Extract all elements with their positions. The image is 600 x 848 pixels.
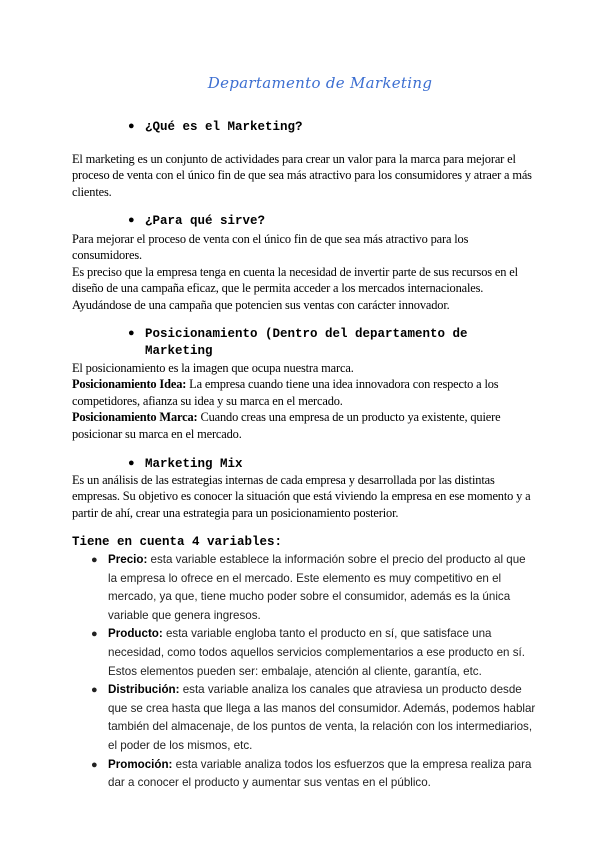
bullet-icon: ● bbox=[128, 328, 135, 340]
document-title: Departamento de Marketing bbox=[207, 74, 433, 92]
section-heading-purpose: ● ¿Para qué sirve? bbox=[128, 214, 266, 228]
section-body-what-is: El marketing es un conjunto de actividades para crear un valor para la marca para mejorar el proceso de venta con el único fin de que sea más atractivo para los consumidores y atraer a más clientes. bbox=[72, 152, 532, 199]
variable-item-distribution: ● Distribución: esta variable analiza los canales que atraviesa un producto desde que se crea hasta que llega a las manos del consumidor. Además, podemos hablar también del almacenaje, de los puntos de venta, la relación con los intermediarios, el poder de los mismos, etc. bbox=[91, 683, 536, 752]
section-body-positioning: El posicionamiento es la imagen que ocupa nuestra marca. Posicionamiento Idea: La empresa cuando tiene una idea innovadora con respecto a los competidores, afianza su idea y su marca en el mercado. Posicionamiento Marca: Cuando creas una empresa de un producto ya existente, quiere posicionar su marca en el mercado. bbox=[72, 360, 532, 442]
bullet-icon: ● bbox=[128, 458, 135, 470]
variable-item-product: ● Producto: esta variable engloba tanto el producto en sí, que satisface una necesidad, como todos aquellos servicios complementarios a ese producto en sí. Estos elementos pueden ser: embalaje, atención al cliente, garantía, etc. bbox=[91, 627, 525, 678]
section-heading-what-is: ● ¿Qué es el Marketing? bbox=[128, 120, 303, 134]
variables-title: Tiene en cuenta 4 variables: bbox=[72, 535, 283, 549]
positioning-idea: Posicionamiento Idea: La empresa cuando tiene una idea innovadora con respecto a los competidores, afianza su idea y su marca en el mercado. bbox=[72, 377, 499, 408]
section-body-marketing-mix: Es un análisis de las estrategias internas de cada empresa y desarrollada por las distintas empresas. Su objetivo es conocer la situación que está viviendo la empresa en ese momento y a partir de ahí, crear una estrategia para un posicionamiento posterior. bbox=[72, 473, 531, 520]
variable-item-promotion: ● Promoción: esta variable analiza todos los esfuerzos que la empresa realiza para dar a conocer el producto y aumentar sus ventas en el público. bbox=[91, 757, 532, 790]
section-heading-positioning: ● Posicionamiento (Dentro del departamento de Marketing bbox=[128, 327, 468, 358]
section-body-purpose: Para mejorar el proceso de venta con el único fin de que sea más atractivo para los consumidores. Es preciso que la empresa tenga en cuenta la necesidad de invertir parte de sus recursos en el diseño de una campaña eficaz, que le permita acceder a los mercados internacionales. Ayudándose de una campaña que potencien sus ventas con carácter innovador. bbox=[72, 232, 518, 312]
bullet-icon: ● bbox=[91, 628, 98, 641]
bullet-icon: ● bbox=[91, 554, 98, 566]
bullet-icon: ● bbox=[128, 215, 135, 227]
variable-item-price: ● Precio: esta variable establece la información sobre el precio del producto al que la empresa lo ofrece en el mercado. Este elemento es muy competitivo en el mercado, ya que, tiene mucho poder sobre el consumidor, además es la única variable que genera ingresos. bbox=[91, 553, 526, 622]
variables-list bbox=[91, 551, 536, 793]
bullet-icon: ● bbox=[91, 684, 98, 697]
bullet-icon: ● bbox=[91, 758, 98, 771]
positioning-brand: Posicionamiento Marca: Cuando creas una empresa de un producto ya existente, quiere posicionar su marca en el mercado. bbox=[72, 410, 501, 441]
section-heading-marketing-mix: ● Marketing Mix bbox=[128, 457, 243, 471]
bullet-icon: ● bbox=[128, 121, 135, 133]
